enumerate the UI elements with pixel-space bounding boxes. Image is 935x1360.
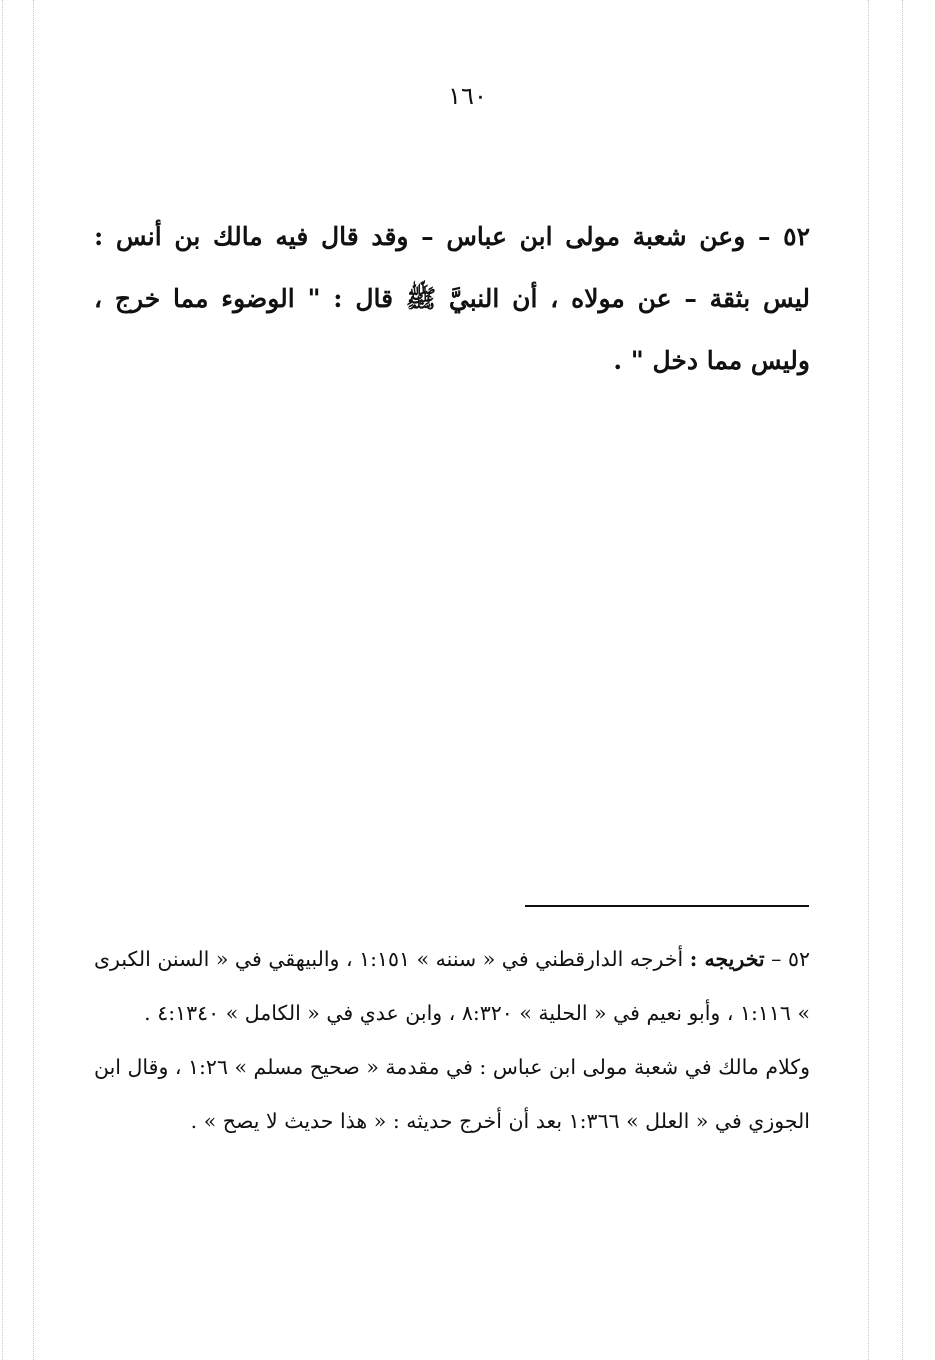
scan-artifact-line	[33, 0, 34, 1360]
footnote-paragraph	[94, 932, 810, 1040]
scan-artifact-line	[2, 0, 3, 1360]
footnote-separator	[525, 905, 809, 907]
footnote-text: أخرجه الدارقطني في « سننه » ١:١٥١ ، والبيهقي في « السنن الكبرى » ١:١١٦ ، وأبو نعيم في « الحلية » ٨:٣٢٠ ، وابن عدي في « الكامل » ٤:١٣٤٠ .	[94, 947, 810, 1025]
hadith-text: ٥٢ – وعن شعبة مولى ابن عباس – وقد قال فيه مالك بن أنس : ليس بثقة – عن مولاه ، أن النبيَّ ﷺ قال : " الوضوء مما خرج ، وليس مما دخل " .	[94, 222, 810, 375]
footnote-label: تخريجه :	[689, 947, 765, 971]
footnote-paragraph: وكلام مالك في شعبة مولى ابن عباس : في مقدمة « صحيح مسلم » ١:٢٦ ، وقال ابن الجوزي في « العلل » ١:٣٦٦ بعد أن أخرج حديثه : « هذا حديث لا يصح » .	[94, 1055, 810, 1133]
scan-artifact-line	[902, 0, 903, 1360]
footnote-number: ٥٢ –	[771, 947, 810, 971]
page-number: ١٦٠	[448, 82, 487, 110]
footnotes	[94, 932, 810, 1148]
scan-artifact-line	[868, 0, 869, 1360]
